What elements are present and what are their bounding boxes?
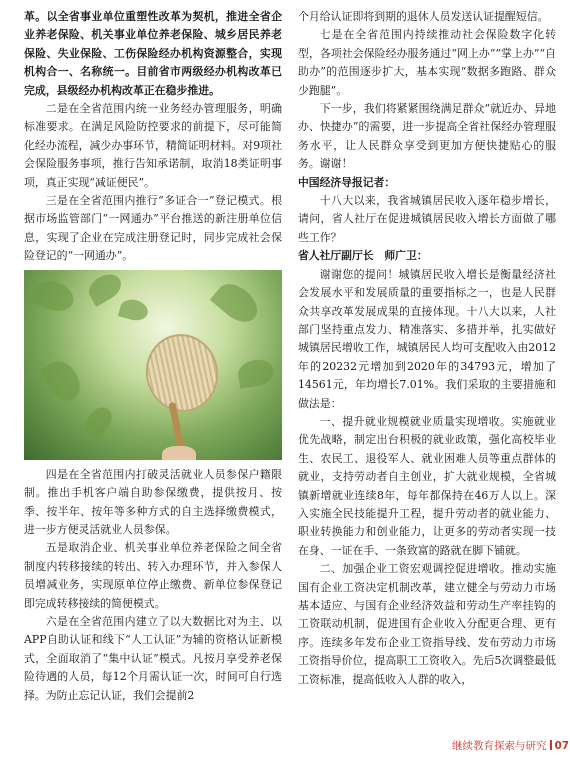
paragraph-5: 五是取消企业、机关事业单位养老保险之间全省制度内转移接续的转出、转入办理环节，并入参保人员增减业务，实现原单位停止缴费、新单位参保登记即完成转移接续的简便模式。 bbox=[24, 541, 282, 610]
paragraph-1: 革。以全省事业单位重塑性改革为契机，推进全省企业养老保险、机关事业单位养老保险、城乡居民养老保险、失业保险、工伤保险经办机构资源整合，实现机构合一、名称统一。目前省市两级经办机构改革已完成，县级经办机构改革正在稳步推进。 bbox=[24, 10, 282, 97]
answer-paragraph-1: 谢谢您的提问！城镇居民收入增长是衡量经济社会发展水平和发展质量的重要指标之一，也是人民群众共享改革发展成果的直接体现。十八大以来，人社部门坚持重点发力、精准落实、多措并举，扎实做好城镇居民增收工作，城镇居民人均可支配收入由2012年的20232元增加到2020年的34793元，增加了14561元，年均增长7.01%。我们采取的主要措施和做法是： bbox=[298, 267, 556, 410]
journal-name: 继续教育探索与研究 bbox=[452, 740, 547, 752]
left-column bbox=[24, 8, 282, 705]
paragraph-7: 七是在全省范围内持续推动社会保险数字化转型，各项社会保险经办服务通过“网上办”“掌上办”“自助办”的范围逐步扩大，基本实现“数据多跑路、群众少跑腿”。 bbox=[298, 28, 556, 97]
question-text: 十八大以来，我省城镇居民收入逐年稳步增长，请问，省人社厅在促进城镇居民收入增长方面做了哪些工作？ bbox=[298, 194, 556, 244]
paragraph-8: 下一步，我们将紧紧围绕满足群众“就近办、异地办、快捷办”的需要，进一步提高全省社保经办管理服务水平，让人民群众享受到更加方便快捷贴心的服务。谢谢！ bbox=[298, 102, 556, 171]
page-footer bbox=[452, 738, 569, 753]
footer-divider bbox=[550, 740, 552, 750]
paragraph-3: 三是在全省范围内推行“多证合一”登记模式。根据市场监管部门“一网通办”平台推送的新注册单位信息，实现了企业在完成注册登记时，同步完成社会保险登记的“一网通办”。 bbox=[24, 194, 282, 263]
answer-heading: 省人社厅副厅长 师广卫： bbox=[298, 249, 428, 263]
paragraph-2: 二是在全省范围内统一业务经办管理服务，明确标准要求。在满足风险防控要求的前提下，尽可能简化经办流程，减少办事环节，精简证明材料。对9项社会保险服务事项，推行告知承诺制，取消18类证明事项，真正实现“减证便民”。 bbox=[24, 102, 282, 189]
answer-paragraph-2: 一、提升就业规模就业质量实现增收。实施就业优先战略，制定出台积极的就业政策，强化高校毕业生、农民工、退役军人、就业困难人员等重点群体的就业，支持劳动者自主创业，扩大就业规模，全省城镇新增就业连续8年，每年都保持在46万人以上。深入实施全民技能提升工程，提升劳动者的就业能力、职业转换能力和创业能力，让更多的劳动者实现一技在身、一证在手、一条致富的路就在脚下铺就。 bbox=[298, 414, 556, 557]
photo-fan-in-leaves bbox=[24, 270, 282, 460]
question-heading: 中国经济导报记者： bbox=[298, 175, 396, 189]
hand-shape bbox=[162, 446, 196, 460]
fan-icon bbox=[139, 327, 226, 418]
answer-paragraph-3: 二、加强企业工资宏观调控促进增收。推动实施国有企业工资决定机制改革，建立健全与劳动力市场基本适应、与国有企业经济效益和劳动生产率挂钩的工资联动机制，促进国有企业收入分配更合理、更有序。连续多年发布企业工资指导线、发布劳动力市场工资指导价位，提高职工工资收入。先后5次调整最低工资标准，提高低收入人群的收入， bbox=[298, 562, 556, 686]
page-number: 07 bbox=[554, 740, 570, 752]
paragraph-6: 六是在全省范围内建立了以大数据比对为主、以APP自助认证和线下“人工认证”为辅的资格认证新模式，全面取消了“集中认证”模式。凡按月享受养老保险待遇的人员，每12个月需认证一次，时间可自行选择。为防止忘记认证，我们会提前2 bbox=[24, 614, 282, 702]
paragraph-continued: 个月给认证即将到期的退休人员发送认证提醒短信。 bbox=[298, 10, 549, 23]
right-column bbox=[298, 8, 556, 689]
paragraph-4: 四是在全省范围内打破灵活就业人员参保户籍限制。推出手机客户端自助参保缴费，提供按月、按季、按半年、按年等多种方式的自主选择缴费模式，进一步方便灵活就业人员参保。 bbox=[24, 467, 282, 536]
